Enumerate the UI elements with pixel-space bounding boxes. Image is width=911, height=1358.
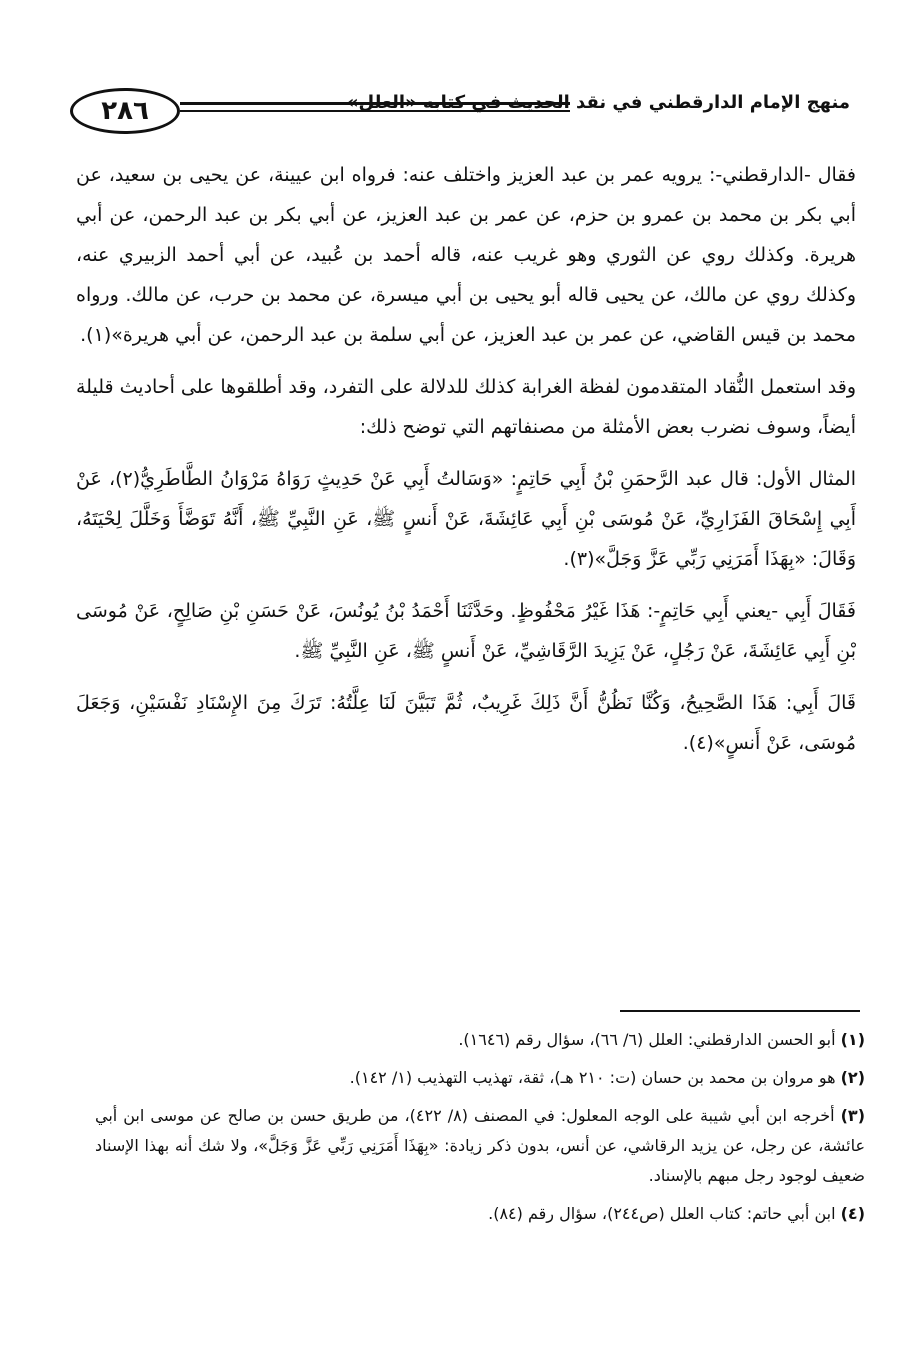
- page-header: [70, 88, 850, 140]
- paragraph-text: المثال الأول: قال عبد الرَّحمَنِ بْنُ أَبِي حَاتِمٍ: «وَسَالتُ أَبِي عَنْ حَدِيثٍ رَوَاهُ مَرْوَانُ الطَّاطَرِيُّ(٢)، عَنْ أَبِي إِسْحَاقَ الفَزَارِيِّ، عَنْ مُوسَى بْنِ أَبِي عَائِشَةَ، عَنْ أَنسٍ ﷺ، عَنِ النَّبِيِّ ﷺ، أَنَّهُ تَوَضَّأَ وَخَلَّلَ لِحْيَتَهُ، وَقَالَ: «بِهَذَا أَمَرَنِي رَبِّي عَزَّ وَجَلَّ»(٣).: [76, 468, 856, 570]
- footnote-number: (٤): [840, 1204, 865, 1223]
- paragraph-text: قَالَ أَبِي: هَذَا الصَّحِيحُ، وَكُنَّا نَظُنُّ أَنَّ ذَلِكَ غَرِيبٌ، ثُمَّ تَبَيَّنَ لَنَا عِلَّتُهُ: تَرَكَ مِنَ الإِسْنَادِ نَفْسَيْنِ، وَجَعَلَ مُوسَى، عَنْ أَنسٍ»(٤).: [76, 692, 856, 754]
- footnote-separator: [620, 1010, 860, 1012]
- paragraph: [76, 459, 856, 579]
- paragraph: [76, 155, 856, 355]
- paragraph-text: فَقَالَ أَبِي -يعني أَبِي حَاتِمٍ-: هَذَا غَيْرُ مَحْفُوظٍ. وحَدَّثَنَا أَحْمَدُ بْنُ يُونُسَ، عَنْ حَسَنِ بْنِ صَالِحٍ، عَنْ مُوسَى بْنِ أَبِي عَائِشَةَ، عَنْ رَجُلٍ، عَنْ يَزِيدَ الرَّقَاشِيِّ، عَنْ أَنسٍ ﷺ، عَنِ النَّبِيِّ ﷺ.: [76, 600, 856, 662]
- footnote-number: (١): [840, 1030, 865, 1049]
- footnote-number: (٢): [840, 1068, 865, 1087]
- running-title: منهج الإمام الدارقطني في نقد الحديث في كتابه «العلل»: [346, 92, 850, 113]
- footnote: [95, 1063, 865, 1093]
- footnote: [95, 1199, 865, 1229]
- page-number: ٢٨٦: [70, 88, 180, 134]
- footnotes: [95, 1025, 865, 1237]
- footnote-text: أخرجه ابن أبي شيبة على الوجه المعلول: في المصنف (٨/ ٤٢٢)، من طريق حسن بن صالح عن موسى ابن أبي عائشة، عن رجل، عن يزيد الرقاشي، عن أنس، بدون ذكر زيادة: «بِهَذَا أَمَرَنِي رَبِّي عَزَّ وَجَلَّ»، ولا شك أنه بهذا الإسناد ضعيف لوجود رجل مبهم بالإسناد.: [95, 1106, 865, 1185]
- footnote-text: أبو الحسن الدارقطني: العلل (٦/ ٦٦)، سؤال رقم (١٦٤٦).: [458, 1030, 836, 1049]
- paragraph-text: فقال -الدارقطني-: يرويه عمر بن عبد العزيز واختلف عنه: فرواه ابن عيينة، عن يحيى بن سعيد، عن أبي بكر بن محمد بن عمرو بن حزم، عن عمر بن عبد العزيز، عن أبي بكر بن عبد الرحمن، عن أبي هريرة. وكذلك روي عن الثوري وهو غريب عنه، قاله أحمد بن عُبيد، عن أبي أحمد الزبيري عنه، وكذلك روي عن مالك، عن يحيى قاله أبو يحيى بن أبي ميسرة، عن محمد بن حرب، عن مالك. ورواه محمد بن قيس القاضي، عن عمر بن عبد العزيز، عن أبي سلمة بن عبد الرحمن، عن أبي هريرة»(١).: [76, 164, 856, 346]
- footnote-number: (٣): [840, 1106, 865, 1125]
- paragraph-text: وقد استعمل النُّقاد المتقدمون لفظة الغرابة كذلك للدلالة على التفرد، وقد أطلقوها على أحاديث قليلة أيضاً، وسوف نضرب بعض الأمثلة من مصنفاتهم التي توضح ذلك:: [76, 376, 856, 438]
- footnote: [95, 1025, 865, 1055]
- paragraph: [76, 591, 856, 671]
- footnote-text: هو مروان بن محمد بن حسان (ت: ٢١٠ هـ)، ثقة، تهذيب التهذيب (١/ ١٤٢).: [349, 1068, 836, 1087]
- paragraph: [76, 367, 856, 447]
- paragraph: [76, 683, 856, 763]
- footnote-text: ابن أبي حاتم: كتاب العلل (ص٢٤٤)، سؤال رقم (٨٤).: [488, 1204, 836, 1223]
- main-text: [76, 155, 856, 775]
- footnote: [95, 1101, 865, 1191]
